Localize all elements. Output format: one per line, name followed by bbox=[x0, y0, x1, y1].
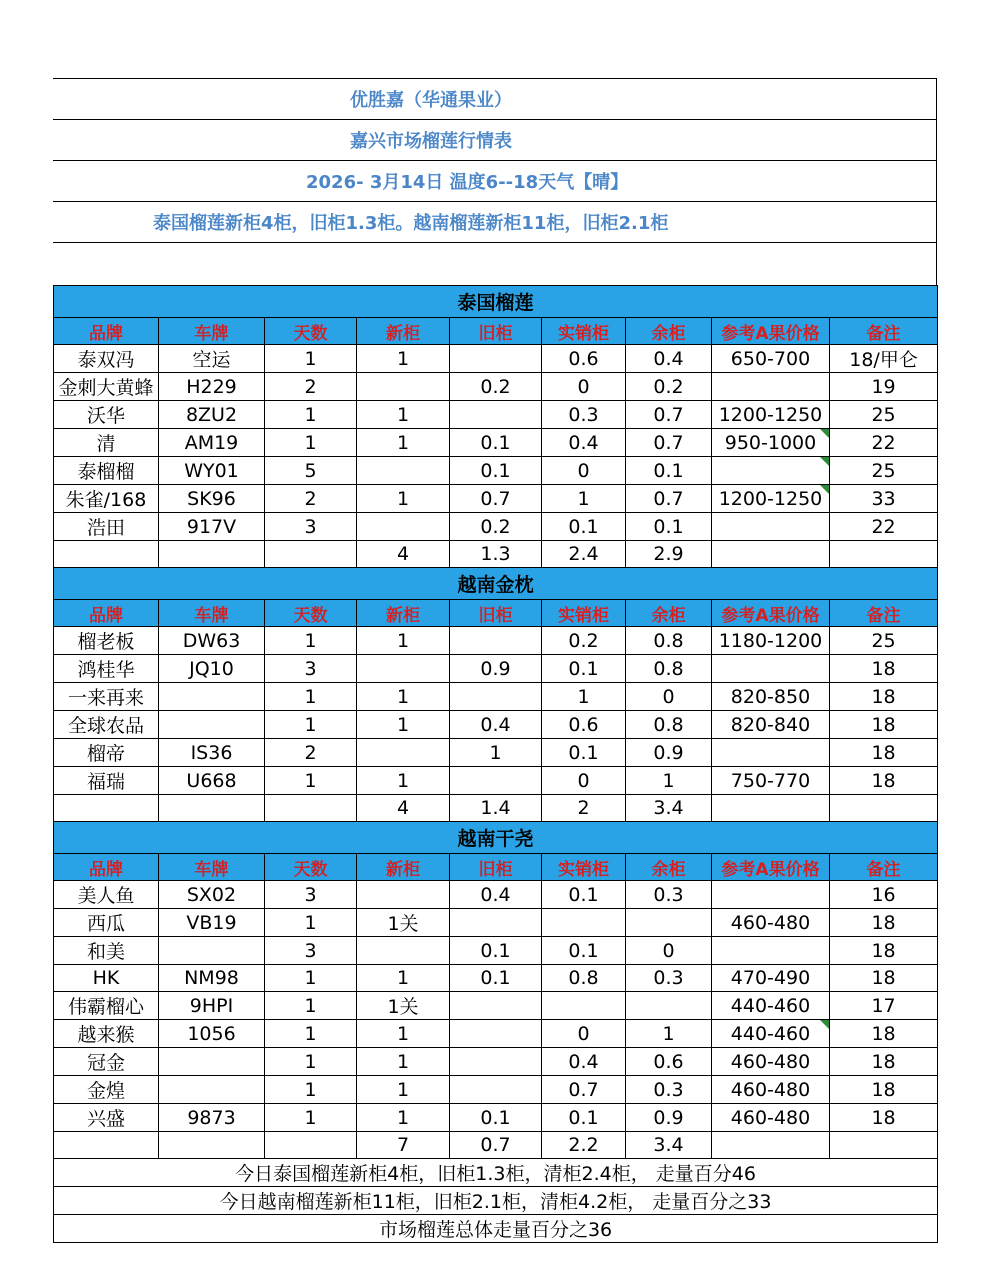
table-cell bbox=[626, 909, 712, 937]
column-header: 备注 bbox=[830, 318, 938, 345]
table-cell: 一来再来 bbox=[54, 683, 159, 711]
table-cell: 0.2 bbox=[450, 373, 542, 401]
table-cell: 1 bbox=[357, 965, 450, 992]
table-cell: 0.3 bbox=[626, 965, 712, 992]
table-cell: 0.1 bbox=[626, 457, 712, 485]
total-cell: 7 bbox=[357, 1132, 450, 1159]
table-cell: 2 bbox=[265, 373, 357, 401]
table-cell: 16 bbox=[830, 881, 938, 909]
table-cell: 1 bbox=[357, 1048, 450, 1076]
column-header: 余柜 bbox=[626, 854, 712, 881]
column-header: 品牌 bbox=[54, 600, 159, 627]
table-cell: 25 bbox=[830, 627, 938, 655]
table-cell: 和美 bbox=[54, 937, 159, 965]
section-title: 泰国榴莲 bbox=[54, 286, 938, 318]
total-cell: 1.4 bbox=[450, 795, 542, 822]
table-cell bbox=[542, 909, 626, 937]
table-row bbox=[54, 1020, 938, 1048]
total-cell bbox=[54, 541, 159, 568]
table-cell bbox=[450, 1076, 542, 1104]
column-header: 新柜 bbox=[357, 318, 450, 345]
table-cell: VB19 bbox=[159, 909, 265, 937]
table-cell: 0.1 bbox=[542, 513, 626, 541]
table-cell: 1 bbox=[265, 909, 357, 937]
column-header: 旧柜 bbox=[450, 318, 542, 345]
column-header: 天数 bbox=[265, 600, 357, 627]
footer-summary: 市场榴莲总体走量百分之36 bbox=[54, 1215, 938, 1243]
table-cell: 750-770 bbox=[712, 767, 830, 795]
table-cell bbox=[357, 513, 450, 541]
column-header: 实销柜 bbox=[542, 318, 626, 345]
table-cell: 1 bbox=[265, 1104, 357, 1132]
table-row bbox=[54, 711, 938, 739]
table-cell: 18/甲仑 bbox=[830, 345, 938, 373]
column-header: 品牌 bbox=[54, 318, 159, 345]
table-cell bbox=[357, 373, 450, 401]
total-cell: 2.4 bbox=[542, 541, 626, 568]
date-weather: 2026- 3月14日 温度6--18天气【晴】 bbox=[53, 160, 937, 201]
table-cell: 1 bbox=[357, 627, 450, 655]
table-cell: 9873 bbox=[159, 1104, 265, 1132]
table-cell bbox=[450, 627, 542, 655]
table-cell: 18 bbox=[830, 1048, 938, 1076]
table-cell: 0.3 bbox=[626, 1076, 712, 1104]
total-cell: 2 bbox=[542, 795, 626, 822]
table-cell: 0.1 bbox=[542, 937, 626, 965]
total-cell: 3.4 bbox=[626, 795, 712, 822]
table-cell: 0.1 bbox=[542, 739, 626, 767]
table-row bbox=[54, 429, 938, 457]
column-header: 备注 bbox=[830, 600, 938, 627]
table-cell: 0.2 bbox=[626, 373, 712, 401]
column-header: 实销柜 bbox=[542, 600, 626, 627]
table-cell: 泰榴榴 bbox=[54, 457, 159, 485]
table-cell: 18 bbox=[830, 767, 938, 795]
table-cell: 22 bbox=[830, 513, 938, 541]
table-cell: 0.7 bbox=[542, 1076, 626, 1104]
table-row bbox=[54, 1104, 938, 1132]
total-cell bbox=[712, 1132, 830, 1159]
column-header: 车牌 bbox=[159, 600, 265, 627]
blank-row bbox=[53, 242, 937, 285]
table-cell: 鸿桂华 bbox=[54, 655, 159, 683]
table-cell: H229 bbox=[159, 373, 265, 401]
table-cell: 1 bbox=[265, 627, 357, 655]
table-cell: 0.4 bbox=[542, 429, 626, 457]
table-cell: 冠金 bbox=[54, 1048, 159, 1076]
table-row bbox=[54, 683, 938, 711]
table-row bbox=[54, 909, 938, 937]
table-cell: 917V bbox=[159, 513, 265, 541]
table-cell: 0.3 bbox=[626, 881, 712, 909]
table-cell: 3 bbox=[265, 937, 357, 965]
table-cell: AM19 bbox=[159, 429, 265, 457]
table-cell: 0.1 bbox=[450, 937, 542, 965]
durian-table bbox=[53, 285, 938, 1243]
table-cell: 0 bbox=[542, 1020, 626, 1048]
table-row bbox=[54, 485, 938, 513]
table-cell: 1 bbox=[357, 429, 450, 457]
footer-row bbox=[54, 1187, 938, 1215]
total-cell bbox=[54, 795, 159, 822]
section-title: 越南金枕 bbox=[54, 568, 938, 600]
total-cell: 4 bbox=[357, 541, 450, 568]
column-header-row bbox=[54, 318, 938, 345]
total-cell: 0.7 bbox=[450, 1132, 542, 1159]
table-cell bbox=[450, 401, 542, 429]
table-cell: 0.1 bbox=[542, 881, 626, 909]
table-cell: SX02 bbox=[159, 881, 265, 909]
table-cell: 0.9 bbox=[450, 655, 542, 683]
table-row bbox=[54, 627, 938, 655]
table-cell: 1 bbox=[357, 767, 450, 795]
table-cell bbox=[357, 739, 450, 767]
table-cell: 18 bbox=[830, 909, 938, 937]
column-header: 参考A果价格 bbox=[712, 318, 830, 345]
footer-summary: 今日越南榴莲新柜11柜，旧柜2.1柜，清柜4.2柜， 走量百分之33 bbox=[54, 1187, 938, 1215]
table-row bbox=[54, 1076, 938, 1104]
table-row bbox=[54, 513, 938, 541]
column-header: 备注 bbox=[830, 854, 938, 881]
column-header: 新柜 bbox=[357, 854, 450, 881]
total-cell bbox=[830, 795, 938, 822]
table-cell: 0.1 bbox=[450, 965, 542, 992]
table-cell: 2 bbox=[265, 739, 357, 767]
table-cell: 0.7 bbox=[626, 429, 712, 457]
total-cell bbox=[265, 795, 357, 822]
table-cell: 25 bbox=[830, 401, 938, 429]
total-cell bbox=[265, 1132, 357, 1159]
section-title: 越南干尧 bbox=[54, 822, 938, 854]
table-cell: 440-460 bbox=[712, 1020, 830, 1048]
company-name: 优胜嘉（华通果业） bbox=[53, 78, 937, 119]
table-cell: 0.4 bbox=[450, 711, 542, 739]
total-cell bbox=[159, 541, 265, 568]
section-header-row bbox=[54, 822, 938, 854]
table-cell: 0.3 bbox=[542, 401, 626, 429]
table-cell bbox=[357, 655, 450, 683]
total-cell bbox=[712, 541, 830, 568]
total-row bbox=[54, 541, 938, 568]
table-cell: 25 bbox=[830, 457, 938, 485]
column-header: 余柜 bbox=[626, 318, 712, 345]
total-cell: 1.3 bbox=[450, 541, 542, 568]
section-header-row bbox=[54, 286, 938, 318]
total-row bbox=[54, 795, 938, 822]
table-cell: 沃华 bbox=[54, 401, 159, 429]
table-cell: 950-1000 bbox=[712, 429, 830, 457]
table-cell: 0.1 bbox=[626, 513, 712, 541]
table-cell: 460-480 bbox=[712, 1104, 830, 1132]
total-cell: 2.2 bbox=[542, 1132, 626, 1159]
table-cell: 0.1 bbox=[450, 1104, 542, 1132]
table-cell: 1 bbox=[357, 401, 450, 429]
table-cell: 1 bbox=[450, 739, 542, 767]
table-cell: 0.4 bbox=[542, 1048, 626, 1076]
table-cell: 0.1 bbox=[542, 655, 626, 683]
table-cell: 榴老板 bbox=[54, 627, 159, 655]
table-cell: 18 bbox=[830, 937, 938, 965]
table-cell: 1056 bbox=[159, 1020, 265, 1048]
table-cell: 17 bbox=[830, 992, 938, 1020]
table-cell: 0.9 bbox=[626, 739, 712, 767]
table-row bbox=[54, 401, 938, 429]
table-cell: 0.7 bbox=[626, 401, 712, 429]
table-cell bbox=[712, 373, 830, 401]
table-cell: 0.1 bbox=[450, 429, 542, 457]
table-cell: 18 bbox=[830, 1104, 938, 1132]
table-cell: 全球农品 bbox=[54, 711, 159, 739]
table-cell: U668 bbox=[159, 767, 265, 795]
table-cell bbox=[450, 767, 542, 795]
column-header: 天数 bbox=[265, 854, 357, 881]
table-cell: 0.2 bbox=[450, 513, 542, 541]
table-cell bbox=[712, 937, 830, 965]
table-cell: 1 bbox=[265, 1076, 357, 1104]
table-cell: 1 bbox=[265, 1048, 357, 1076]
table-row bbox=[54, 965, 938, 992]
table-row bbox=[54, 345, 938, 373]
total-cell bbox=[159, 795, 265, 822]
table-cell: JQ10 bbox=[159, 655, 265, 683]
table-cell: 0.8 bbox=[626, 711, 712, 739]
total-row bbox=[54, 1132, 938, 1159]
table-cell: 1 bbox=[357, 345, 450, 373]
table-cell: 820-840 bbox=[712, 711, 830, 739]
table-cell: 伟霸榴心 bbox=[54, 992, 159, 1020]
footer-row bbox=[54, 1159, 938, 1187]
table-cell: 18 bbox=[830, 739, 938, 767]
table-cell: 1 bbox=[357, 1076, 450, 1104]
table-cell: 0.7 bbox=[450, 485, 542, 513]
table-cell bbox=[159, 1076, 265, 1104]
column-header: 参考A果价格 bbox=[712, 600, 830, 627]
total-cell: 2.9 bbox=[626, 541, 712, 568]
table-cell: 440-460 bbox=[712, 992, 830, 1020]
table-cell bbox=[159, 711, 265, 739]
table-cell: 0.6 bbox=[542, 711, 626, 739]
column-header-row bbox=[54, 600, 938, 627]
table-cell: 1 bbox=[265, 767, 357, 795]
table-cell: 1 bbox=[542, 683, 626, 711]
sheet-title: 嘉兴市场榴莲行情表 bbox=[53, 119, 937, 160]
table-row bbox=[54, 655, 938, 683]
column-header: 天数 bbox=[265, 318, 357, 345]
table-cell: 1 bbox=[265, 1020, 357, 1048]
table-cell: 0.8 bbox=[626, 655, 712, 683]
table-cell: 3 bbox=[265, 513, 357, 541]
table-cell: 5 bbox=[265, 457, 357, 485]
table-cell bbox=[626, 992, 712, 1020]
table-cell: 1 bbox=[357, 683, 450, 711]
table-cell: 18 bbox=[830, 655, 938, 683]
table-cell: 18 bbox=[830, 683, 938, 711]
total-cell bbox=[159, 1132, 265, 1159]
table-cell bbox=[450, 683, 542, 711]
market-sheet bbox=[53, 78, 937, 1243]
column-header: 实销柜 bbox=[542, 854, 626, 881]
table-cell bbox=[712, 739, 830, 767]
table-cell: 1关 bbox=[357, 992, 450, 1020]
table-row bbox=[54, 373, 938, 401]
table-cell bbox=[159, 937, 265, 965]
table-cell: 3 bbox=[265, 655, 357, 683]
table-cell: 福瑞 bbox=[54, 767, 159, 795]
table-cell: 18 bbox=[830, 1020, 938, 1048]
table-cell bbox=[159, 683, 265, 711]
table-cell: 0.4 bbox=[626, 345, 712, 373]
column-header-row bbox=[54, 854, 938, 881]
table-cell: 18 bbox=[830, 711, 938, 739]
table-cell: 0.4 bbox=[450, 881, 542, 909]
table-cell: 9HPI bbox=[159, 992, 265, 1020]
table-cell bbox=[712, 655, 830, 683]
column-header: 新柜 bbox=[357, 600, 450, 627]
table-cell bbox=[357, 457, 450, 485]
table-cell: WY01 bbox=[159, 457, 265, 485]
table-row bbox=[54, 767, 938, 795]
table-cell: 1 bbox=[265, 711, 357, 739]
table-cell bbox=[450, 1048, 542, 1076]
table-cell: 0.6 bbox=[542, 345, 626, 373]
table-cell bbox=[357, 881, 450, 909]
table-cell bbox=[542, 992, 626, 1020]
table-cell: 1 bbox=[542, 485, 626, 513]
section-header-row bbox=[54, 568, 938, 600]
total-cell bbox=[830, 541, 938, 568]
table-cell: 0.8 bbox=[626, 627, 712, 655]
total-cell: 3.4 bbox=[626, 1132, 712, 1159]
table-cell: SK96 bbox=[159, 485, 265, 513]
table-cell: 0.2 bbox=[542, 627, 626, 655]
table-cell: 470-490 bbox=[712, 965, 830, 992]
table-cell: 3 bbox=[265, 881, 357, 909]
total-cell bbox=[54, 1132, 159, 1159]
table-cell: 1 bbox=[265, 965, 357, 992]
table-row bbox=[54, 1048, 938, 1076]
table-cell: 0.6 bbox=[626, 1048, 712, 1076]
footer-summary: 今日泰国榴莲新柜4柜，旧柜1.3柜，清柜2.4柜， 走量百分46 bbox=[54, 1159, 938, 1187]
table-cell: 33 bbox=[830, 485, 938, 513]
table-cell: 1 bbox=[357, 711, 450, 739]
table-cell: 0 bbox=[542, 767, 626, 795]
table-cell: 1200-1250 bbox=[712, 485, 830, 513]
total-cell bbox=[830, 1132, 938, 1159]
column-header: 参考A果价格 bbox=[712, 854, 830, 881]
table-cell: 22 bbox=[830, 429, 938, 457]
column-header: 车牌 bbox=[159, 854, 265, 881]
table-cell: 460-480 bbox=[712, 909, 830, 937]
table-cell: 美人鱼 bbox=[54, 881, 159, 909]
table-cell: 空运 bbox=[159, 345, 265, 373]
table-cell: 1 bbox=[626, 767, 712, 795]
table-cell: 0 bbox=[626, 683, 712, 711]
column-header: 旧柜 bbox=[450, 854, 542, 881]
table-cell: 朱雀/168 bbox=[54, 485, 159, 513]
table-cell: 金刺大黄蜂 bbox=[54, 373, 159, 401]
table-cell: 1 bbox=[626, 1020, 712, 1048]
table-cell: 1180-1200 bbox=[712, 627, 830, 655]
table-cell: 0 bbox=[542, 373, 626, 401]
total-cell bbox=[712, 795, 830, 822]
table-cell: 18 bbox=[830, 1076, 938, 1104]
table-cell: 1 bbox=[265, 429, 357, 457]
table-cell: 1 bbox=[265, 683, 357, 711]
column-header: 品牌 bbox=[54, 854, 159, 881]
table-cell: NM98 bbox=[159, 965, 265, 992]
table-cell bbox=[712, 457, 830, 485]
table-row bbox=[54, 937, 938, 965]
table-cell bbox=[357, 937, 450, 965]
table-cell: 650-700 bbox=[712, 345, 830, 373]
table-cell: 0.7 bbox=[626, 485, 712, 513]
column-header: 余柜 bbox=[626, 600, 712, 627]
table-cell: 兴盛 bbox=[54, 1104, 159, 1132]
table-cell bbox=[450, 909, 542, 937]
column-header: 车牌 bbox=[159, 318, 265, 345]
table-cell: 1 bbox=[265, 992, 357, 1020]
table-cell bbox=[450, 1020, 542, 1048]
table-cell: 越来猴 bbox=[54, 1020, 159, 1048]
table-cell: 0 bbox=[626, 937, 712, 965]
table-cell: 1 bbox=[357, 485, 450, 513]
table-cell: 1关 bbox=[357, 909, 450, 937]
table-cell: 460-480 bbox=[712, 1076, 830, 1104]
table-cell: 0.1 bbox=[450, 457, 542, 485]
table-cell: 1200-1250 bbox=[712, 401, 830, 429]
table-cell: 1 bbox=[357, 1104, 450, 1132]
table-cell bbox=[450, 345, 542, 373]
table-cell: 0.1 bbox=[542, 1104, 626, 1132]
table-cell: 460-480 bbox=[712, 1048, 830, 1076]
column-header: 旧柜 bbox=[450, 600, 542, 627]
table-row bbox=[54, 739, 938, 767]
table-cell: 2 bbox=[265, 485, 357, 513]
table-cell: 金煌 bbox=[54, 1076, 159, 1104]
table-cell: 榴帝 bbox=[54, 739, 159, 767]
table-cell: 1 bbox=[265, 401, 357, 429]
table-row bbox=[54, 881, 938, 909]
table-cell: 泰双冯 bbox=[54, 345, 159, 373]
table-row bbox=[54, 457, 938, 485]
table-cell: 0.8 bbox=[542, 965, 626, 992]
table-row bbox=[54, 992, 938, 1020]
table-cell: 0 bbox=[542, 457, 626, 485]
table-cell: 西瓜 bbox=[54, 909, 159, 937]
table-cell: 浩田 bbox=[54, 513, 159, 541]
table-cell: 8ZU2 bbox=[159, 401, 265, 429]
table-cell: HK bbox=[54, 965, 159, 992]
table-cell: 0.9 bbox=[626, 1104, 712, 1132]
table-cell: DW63 bbox=[159, 627, 265, 655]
total-cell: 4 bbox=[357, 795, 450, 822]
table-cell: 1 bbox=[357, 1020, 450, 1048]
table-cell bbox=[712, 881, 830, 909]
footer-row bbox=[54, 1215, 938, 1243]
total-cell bbox=[265, 541, 357, 568]
table-cell: 820-850 bbox=[712, 683, 830, 711]
table-cell bbox=[450, 992, 542, 1020]
table-cell: 清 bbox=[54, 429, 159, 457]
table-cell: 18 bbox=[830, 965, 938, 992]
table-cell: 1 bbox=[265, 345, 357, 373]
table-cell bbox=[159, 1048, 265, 1076]
table-cell: IS36 bbox=[159, 739, 265, 767]
table-cell: 19 bbox=[830, 373, 938, 401]
table-cell bbox=[712, 513, 830, 541]
arrival-summary: 泰国榴莲新柜4柜，旧柜1.3柜。越南榴莲新柜11柜，旧柜2.1柜 bbox=[53, 201, 937, 242]
